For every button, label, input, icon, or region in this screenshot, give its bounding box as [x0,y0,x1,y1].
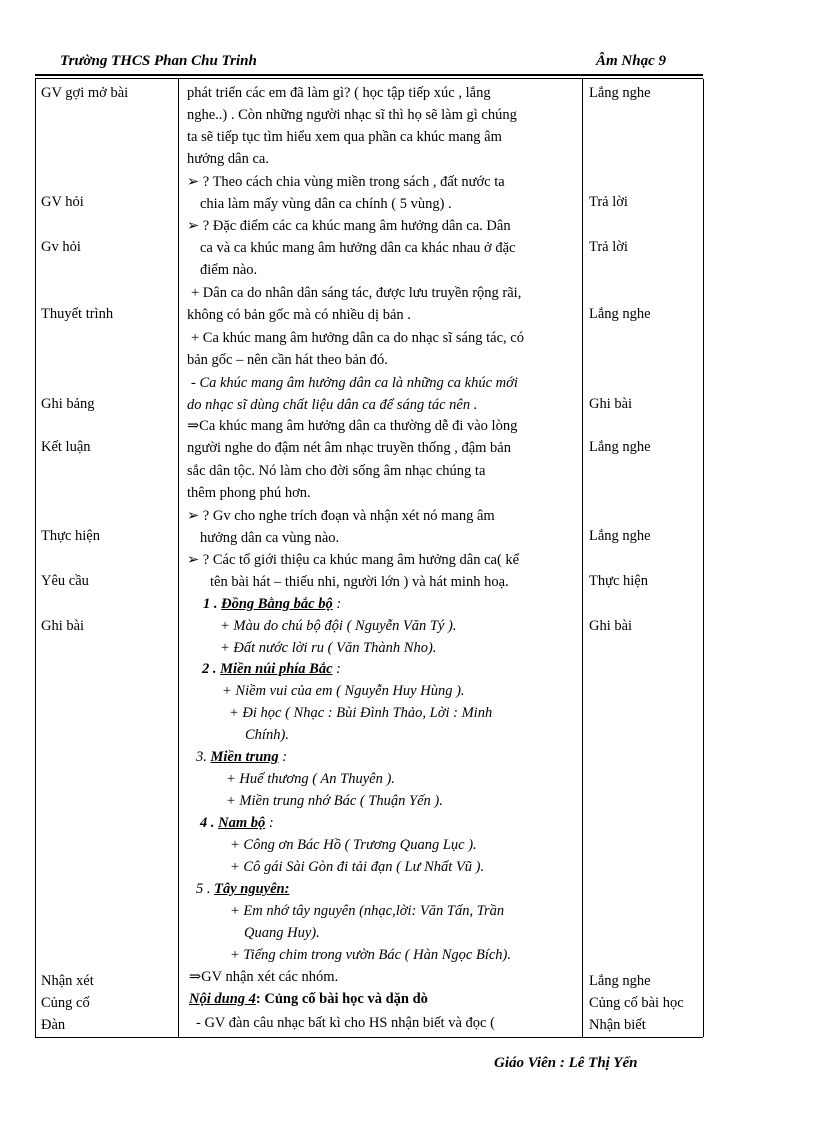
song-line: Chính). [245,727,289,743]
activity-label: Thuyết trình [41,306,114,322]
student-activity: Lắng nghe [589,306,651,322]
region-title: Tây nguyên: [214,881,290,897]
content-line: GV nhận xét các nhóm. [201,969,339,985]
activity-label: GV gợi mở bài [41,85,129,101]
arrowhead-bullet-icon: ➢ [187,552,200,568]
content-line: điểm nào. [200,262,258,278]
table-border-right [703,79,704,1037]
student-activity: Nhận biết [589,1017,646,1033]
region-title: Nam bộ [218,815,266,831]
student-activity: Ghi bài [589,618,633,634]
content-line: - Ca khúc mang âm hưởng dân ca là những ca khúc mới [191,375,518,391]
region-number: 5 . [196,881,211,897]
arrowhead-bullet-icon: ➢ [187,174,200,190]
song-line: + Đi học ( Nhạc : Bùi Đình Thảo, Lời : Minh [229,705,493,721]
content-line: sắc dân tộc. Nó làm cho đời sống âm nhạc chúng ta [187,463,486,479]
arrowhead-bullet-icon: ➢ [187,218,200,234]
song-line: Quang Huy). [244,925,320,941]
region-title: Đồng Bằng bắc bộ [221,596,333,612]
content-line: phát triển các em đã làm gì? ( học tập tiếp xúc , lắng [187,85,491,101]
content-line: hưởng dân ca vùng nào. [200,530,340,546]
student-activity: Lắng nghe [589,439,651,455]
student-activity: Lắng nghe [589,528,651,544]
activity-label: Ghi bảng [41,396,95,412]
song-line: + Cô gái Sài Gòn đi tải đạn ( Lư Nhất Vũ ). [230,859,485,875]
content-line: tên bài hát – thiếu nhi, người lớn ) và hát minh hoạ. [210,574,509,590]
content-line: không có bản gốc mà có nhiều dị bản . [187,307,411,323]
content-line: ta sẽ tiếp tục tìm hiểu xem qua phần ca khúc mang âm [187,129,502,145]
student-activity: Lắng nghe [589,973,651,989]
arrowhead-bullet-icon: ➢ [187,508,200,524]
content-line: - GV đàn câu nhạc bất kì cho HS nhận biết và đọc ( [196,1015,495,1031]
song-line: + Màu do chú bộ đội ( Nguyễn Văn Tý ). [220,618,457,634]
region-title: Miền núi phía Bắc [220,661,333,677]
header-rule-thin [35,78,703,79]
region-number: 3. [196,749,207,765]
table-divider-1 [178,79,179,1037]
implies-arrow-icon: ⇒ [189,969,202,985]
content-line: ? Các tổ giới thiệu ca khúc mang âm hưởng dân ca( kể [202,552,520,568]
student-activity: Trả lời [589,194,628,210]
activity-label: Yêu cầu [41,573,89,589]
content-line: bản gốc – nên cần hát theo bản đó. [187,352,388,368]
song-line: + Em nhớ tây nguyên (nhạc,lời: Văn Tấn, Trần [230,903,505,919]
section-label: Nội dung 4 [189,991,256,1007]
song-line: + Niềm vui của em ( Nguyễn Huy Hùng ). [222,683,465,699]
region-number: 4 . [200,815,215,831]
table-border-bottom [35,1037,703,1038]
song-line: + Công ơn Bác Hồ ( Trương Quang Lục ). [230,837,477,853]
content-line: ca và ca khúc mang âm hưởng dân ca khác nhau ở đặc [200,240,516,256]
content-line: Ca khúc mang âm hưởng dân ca thường dễ đi vào lòng [199,418,518,434]
content-line: ? Gv cho nghe trích đoạn và nhận xét nó mang âm [202,508,495,524]
content-line: người nghe do đậm nét âm nhạc truyền thống , đậm bản [187,440,511,456]
content-line: hưởng dân ca. [187,151,269,167]
content-line: + Dân ca do nhân dân sáng tác, được lưu truyền rộng rãi, [191,285,522,301]
region-number: 1 . [203,596,218,612]
activity-label: Ghi bài [41,618,85,634]
activity-label: Củng cố [41,995,90,1011]
song-line: + Miền trung nhớ Bác ( Thuận Yến ). [226,793,443,809]
student-activity: Lắng nghe [589,85,651,101]
activity-label: Nhận xét [41,973,94,989]
activity-label: Kết luận [41,439,91,455]
student-activity: Thực hiện [589,573,648,589]
song-line: + Tiếng chim trong vườn Bác ( Hàn Ngọc Bích). [230,947,512,963]
content-line: chia làm mấy vùng dân ca chính ( 5 vùng) . [200,196,452,212]
activity-label: Thực hiện [41,528,100,544]
school-name: Trường THCS Phan Chu Trinh [60,53,257,69]
activity-label: Đàn [41,1017,66,1033]
implies-arrow-icon: ⇒ [187,418,200,434]
activity-label: Gv hỏi [41,239,81,255]
content-line: ? Đặc điểm các ca khúc mang âm hưởng dân ca. Dân [202,218,511,234]
activity-label: GV hỏi [41,194,84,210]
content-line: thêm phong phú hơn. [187,485,311,501]
content-line: ? Theo cách chia vùng miền trong sách , đất nước ta [202,174,505,190]
student-activity: Củng cố bài học [589,995,684,1011]
song-line: + Huế thương ( An Thuyên ). [226,771,395,787]
content-line: nghe..) . Còn những người nhạc sĩ thì họ sẽ làm gì chúng [187,107,517,123]
content-line: + Ca khúc mang âm hưởng dân ca do nhạc sĩ sáng tác, có [191,330,524,346]
content-line: do nhạc sĩ dùng chất liệu dân ca để sáng tác nên . [187,397,478,413]
section-title: : Củng cố bài học và dặn dò [255,991,428,1007]
student-activity: Trả lời [589,239,628,255]
region-title: Miền trung [210,749,279,765]
subject-name: Âm Nhạc 9 [596,53,667,69]
region-number: 2 . [202,661,217,677]
teacher-signature: Giáo Viên : Lê Thị Yến [494,1055,638,1071]
student-activity: Ghi bài [589,396,633,412]
table-divider-2 [582,79,583,1037]
header-rule [35,74,703,76]
song-line: + Đất nước lời ru ( Văn Thành Nho). [220,640,437,656]
table-border-left [35,79,36,1037]
